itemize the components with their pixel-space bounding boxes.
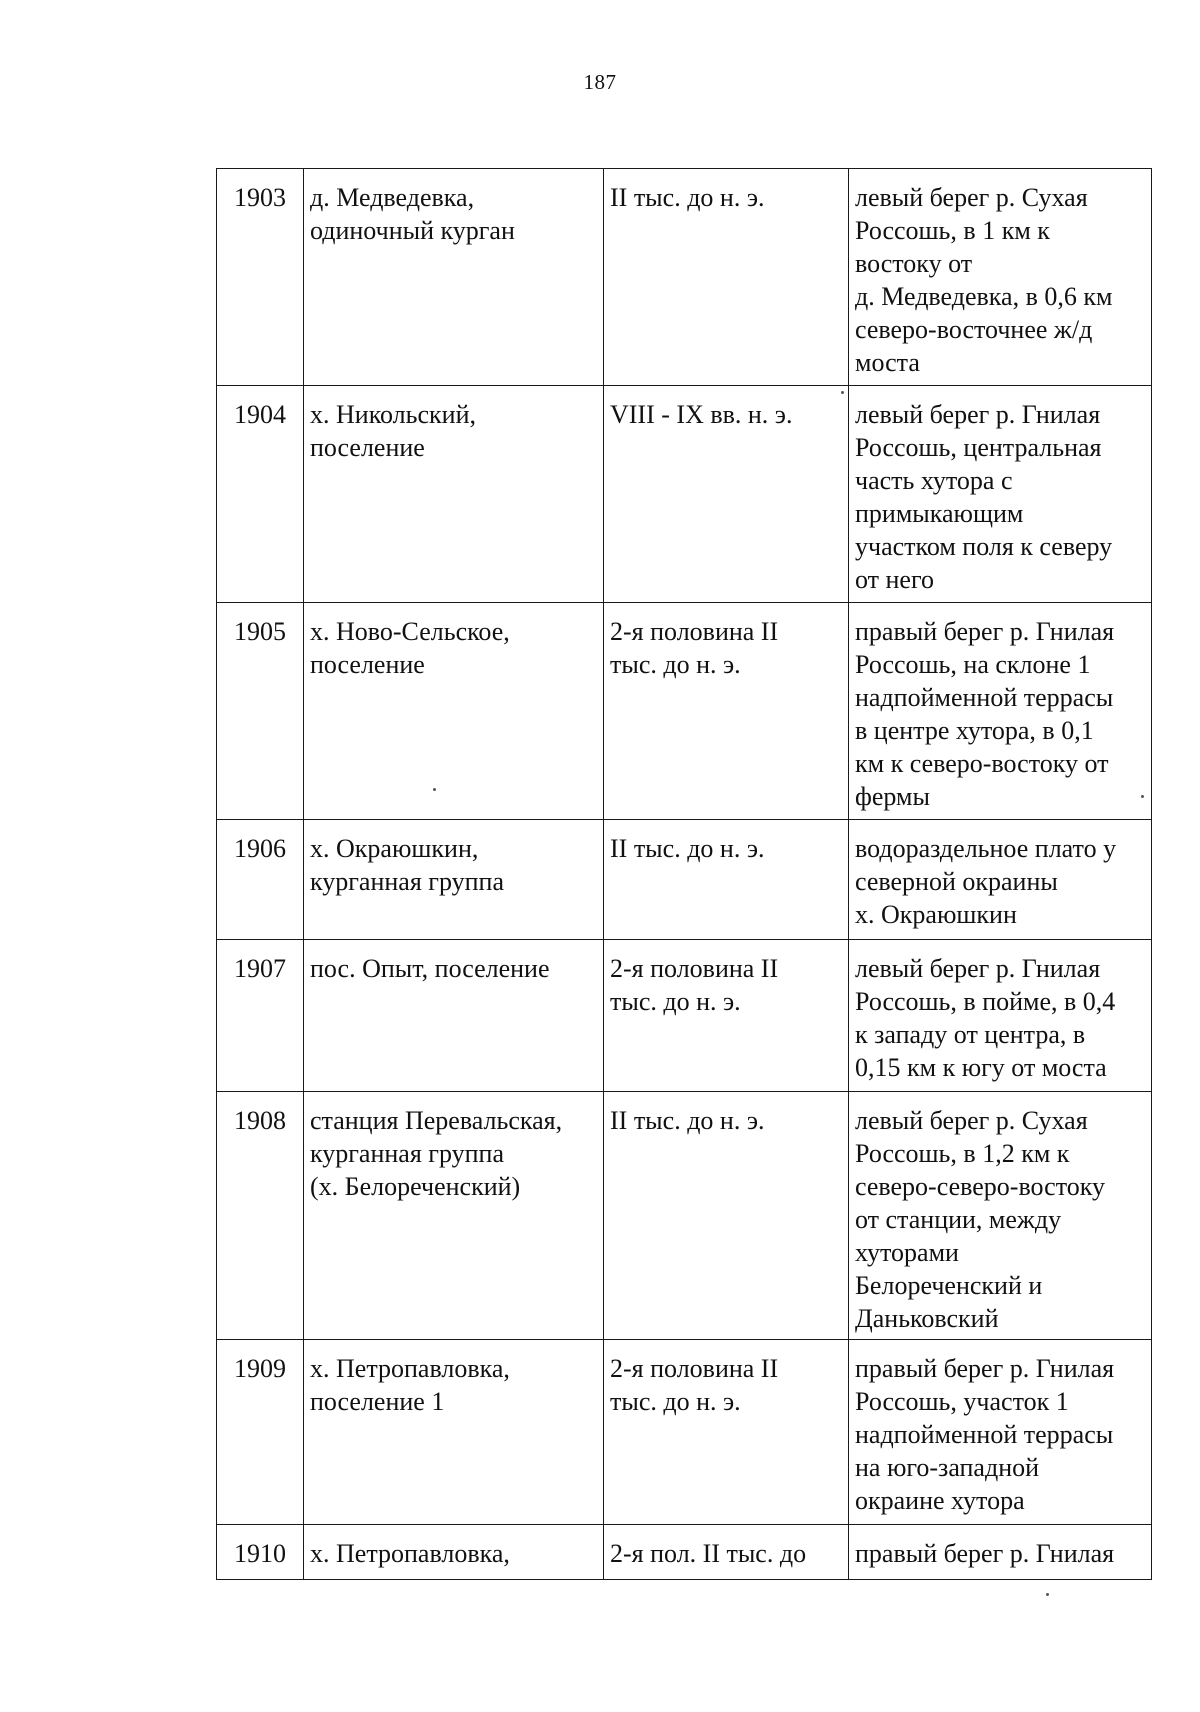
scan-speck [841,391,844,394]
site-name: х. Петропавловка, [304,1525,604,1580]
row-number: 1905 [217,603,304,820]
site-name: станция Перевальская, курганная группа (х. Белореченский) [304,1092,604,1340]
site-name: х. Окраюшкин, курганная группа [304,820,604,940]
row-number: 1908 [217,1092,304,1340]
row-number: 1907 [217,940,304,1092]
site-dating: II тыс. до н. э. [604,1092,849,1340]
row-number: 1909 [217,1340,304,1525]
site-location: левый берег р. Гнилая Россошь, в пойме, в 0,4 к западу от центра, в 0,15 км к югу от моста [849,940,1152,1092]
site-location: левый берег р. Гнилая Россошь, центральная часть хутора с примыкающим участком поля к северу от него [849,386,1152,603]
site-dating: 2-я половина II тыс. до н. э. [604,1340,849,1525]
scan-speck [1046,1593,1049,1596]
site-name: пос. Опыт, поселение [304,940,604,1092]
row-number: 1906 [217,820,304,940]
site-dating: II тыс. до н. э. [604,169,849,386]
table-row [217,1525,1152,1580]
site-name: х. Никольский, поселение [304,386,604,603]
monuments-table [216,168,1152,1580]
site-dating: 2-я половина II тыс. до н. э. [604,603,849,820]
table-row [217,820,1152,940]
table-row [217,169,1152,386]
site-dating: 2-я пол. II тыс. до [604,1525,849,1580]
site-dating: 2-я половина II тыс. до н. э. [604,940,849,1092]
site-name: х. Ново-Сельское, поселение [304,603,604,820]
site-location: правый берег р. Гнилая Россошь, участок 1 надпойменной террасы на юго-западной окраине хутора [849,1340,1152,1525]
site-location: левый берег р. Сухая Россошь, в 1 км к востоку от д. Медведевка, в 0,6 км северо-восточнее ж/д моста [849,169,1152,386]
site-location: левый берег р. Сухая Россошь, в 1,2 км к северо-северо-востоку от станции, между хуторами Белореченский и Даньковский [849,1092,1152,1340]
site-name: д. Медведевка, одиночный курган [304,169,604,386]
table-row [217,386,1152,603]
site-location: правый берег р. Гнилая Россошь, на склоне 1 надпойменной террасы в центре хутора, в 0,1 км к северо-востоку от фермы [849,603,1152,820]
site-dating: II тыс. до н. э. [604,820,849,940]
row-number: 1910 [217,1525,304,1580]
page-number: 187 [583,70,617,94]
site-location: водораздельное плато у северной окраины х. Окраюшкин [849,820,1152,940]
row-number: 1903 [217,169,304,386]
scan-speck [1141,795,1144,798]
table-row [217,1092,1152,1340]
table-row [217,603,1152,820]
table-row [217,1340,1152,1525]
site-dating: VIII - IX вв. н. э. [604,386,849,603]
site-name: х. Петропавловка, поселение 1 [304,1340,604,1525]
row-number: 1904 [217,386,304,603]
site-location: правый берег р. Гнилая [849,1525,1152,1580]
table-row [217,940,1152,1092]
scan-speck [433,788,436,791]
